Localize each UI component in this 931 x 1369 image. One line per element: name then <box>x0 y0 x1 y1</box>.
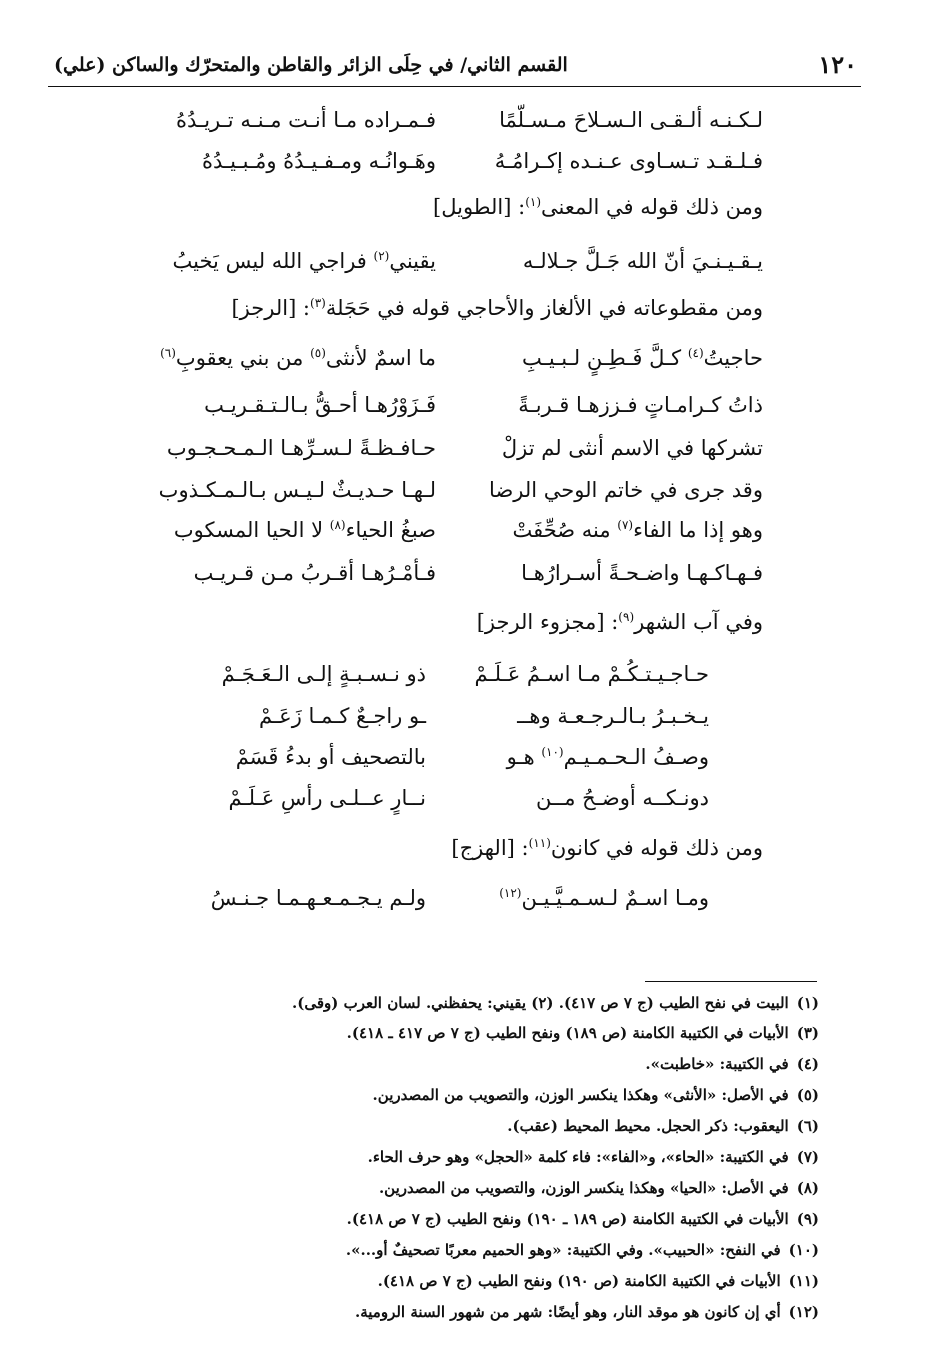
verse-1-right: لـكـنـه ألـقـى الـسـلاحَ مـسـلّمًا <box>499 108 763 132</box>
footnote-number: (٤) <box>796 1055 819 1073</box>
running-title: القسم الثاني/ في حِلَى الزائر والقاطن والمتحرّك والساكن (علي) <box>54 54 568 76</box>
footnote-number: (١٢) <box>788 1303 819 1321</box>
verse-text: وصـفُ الـحـمـيـم <box>563 745 709 769</box>
footnote-5 <box>373 1086 819 1104</box>
intro-text: ومن ذلك قوله في المعنى <box>541 195 763 219</box>
footnote-text: اليعقوب: ذكر الحجل. محيط المحيط (عقب). <box>507 1117 789 1135</box>
verse-text: هـو <box>506 745 542 769</box>
note-ref: (٤) <box>687 346 704 360</box>
verse-9-left: فـأمْـرُهـا أقـربُ مـن قـريـب <box>193 561 436 585</box>
intro-text: ومن مقطوعاته في الألغاز والأحاجي قوله في حَجَلة <box>325 296 763 320</box>
footnote-text: في الكتيبة: «خاطبت». <box>645 1055 789 1073</box>
verse-12-right <box>507 745 709 769</box>
verse-8-left <box>174 518 436 542</box>
note-ref: (٩) <box>618 610 635 624</box>
footnote-12 <box>355 1303 819 1321</box>
verse-9-right: فـهـاكـهـا واضـحـةً أسـرارُهـا <box>521 561 763 585</box>
note-ref: (١٠) <box>541 745 564 759</box>
verse-text: ما اسمٌ لأنثى <box>325 346 436 370</box>
meter-label: : [الطويل] <box>433 195 526 219</box>
verse-text: من بني يعقوبِ <box>175 346 311 370</box>
footnote-number: (١١) <box>788 1272 819 1290</box>
footnote-text: في النفح: «الحبيب». وفي الكتيبة: «وهو الحميم معربًا تصحيفٌ أو...». <box>345 1241 781 1259</box>
footnote-text: في الأصل: «الأنثى» وهكذا ينكسر الوزن، والتصويب من المصدرين. <box>372 1086 789 1104</box>
verse-text: وهو إذا ما الفاء <box>633 518 763 542</box>
footnote-text: الأبيات في الكتيبة الكامنة (ص ١٩٠) ونفح الطيب (ج ٧ ص ٤١٨). <box>377 1272 781 1290</box>
verse-10-right: حـاجـيـتـكُـمْ مـا اسـمُ عَـلَـمْ <box>474 662 709 686</box>
verse-5-right: ذاتُ كـرامـاتٍ فـززهـا قـربـةً <box>518 393 763 417</box>
meter-label: : [الهزج] <box>451 836 529 860</box>
note-ref: (١١) <box>528 836 551 850</box>
verse-8-right <box>512 518 763 542</box>
footnote-text: الأبيات في الكتيبة الكامنة (ص ١٨٩ ـ ١٩٠) ونفح الطيب (ج ٧ ص ٤١٨). <box>346 1210 789 1228</box>
verse-3-left <box>173 249 436 273</box>
verse-13-right: دونـكــه أوضـحُ مــن <box>535 786 709 810</box>
footnote-7 <box>368 1148 819 1166</box>
verse-4-left <box>160 346 436 370</box>
intro-line-2 <box>231 296 763 320</box>
verse-text: يقيني <box>389 249 436 273</box>
verse-2-right: فـلـقـد تـسـاوى عـنـده إكـرامُـهُ <box>494 149 763 173</box>
meter-label: : [مجزوء الرجز] <box>476 610 619 634</box>
footnote-number: (٩) <box>796 1210 819 1228</box>
footnote-10 <box>346 1241 819 1259</box>
verse-12-left: بالتصحيف أو بدءُ قَسَمْ <box>235 745 426 769</box>
verse-text: صبغُ الحياء <box>345 518 436 542</box>
page-header <box>48 46 861 87</box>
verse-text: كـلَّ فَـطِـنٍ لـبـيـبِ <box>522 346 688 370</box>
footnote-number: (٦) <box>796 1117 819 1135</box>
verse-13-left: نــارٍ عــلـى رأسِ عَـلَـمْ <box>228 786 426 810</box>
verse-5-left: فَـزَوْرُهـا أحـقُّ بـالـتـقـريـب <box>204 393 436 417</box>
footnote-1 <box>292 994 819 1012</box>
footnote-11 <box>378 1272 819 1290</box>
verse-1-left: فـمـراده مـا أنـت مـنـه تـريـدُهُ <box>176 108 436 132</box>
note-ref: (١٢) <box>499 886 522 900</box>
verse-7-right: وقد جرى في خاتم الوحي الرضا <box>489 478 763 502</box>
note-ref: (٢) <box>373 249 390 263</box>
footnote-number: (٣) <box>796 1024 819 1042</box>
footnote-text: البيت في نفح الطيب (ج ٧ ص ٤١٧). (٢) يقيني: يحفظني. لسان العرب (وقى). <box>292 994 789 1012</box>
intro-line-4 <box>451 836 763 860</box>
note-ref: (١) <box>525 195 542 209</box>
verse-text: لا الحيا المسكوب <box>173 518 330 542</box>
verse-14-right <box>499 886 709 910</box>
meter-label: : [الرجز] <box>231 296 311 320</box>
footnote-text: أي إن كانون هو موقد النار، وهو أيضًا: شهر من شهور السنة الرومية. <box>355 1303 781 1321</box>
footnote-text: في الأصل: «الحيا» وهكذا ينكسر الوزن، والتصويب من المصدرين. <box>378 1179 789 1197</box>
footnote-number: (٨) <box>796 1179 819 1197</box>
footnote-text: في الكتيبة: «الحاء»، و«الفاء»: فاء كلمة «الحجل» وهو حرف الحاء. <box>367 1148 789 1166</box>
footnote-9 <box>347 1210 819 1228</box>
footnote-4 <box>645 1055 819 1073</box>
verse-4-right <box>522 346 763 370</box>
footnote-3 <box>347 1024 819 1042</box>
verse-2-left: وهَـوانُـه ومـفـيـدُهُ ومُـبـيـدُهُ <box>201 149 436 173</box>
note-ref: (٧) <box>617 518 634 532</box>
verse-text: حاجيتُ <box>703 346 763 370</box>
verse-11-right: يـخـبـرُ بـالـرجـعـة وهــ <box>517 704 709 728</box>
footnote-number: (٧) <box>796 1148 819 1166</box>
note-ref: (٨) <box>329 518 346 532</box>
footnote-separator <box>645 981 817 982</box>
footnote-number: (١) <box>796 994 819 1012</box>
verse-11-left: ـو راجـعٌ كـمـا زَعَـمْ <box>259 704 426 728</box>
intro-line-3 <box>477 610 763 634</box>
footnote-6 <box>507 1117 819 1135</box>
verse-text: ومـا اسـمٌ لـسـمـيَّـيـن <box>521 886 709 910</box>
verse-10-left: ذو نـسـبـةٍ إلـى الـعَـجَـمْ <box>221 662 426 686</box>
footnote-text: الأبيات في الكتيبة الكامنة (ص ١٨٩) ونفح الطيب (ج ٧ ص ٤١٧ ـ ٤١٨). <box>346 1024 789 1042</box>
note-ref: (٣) <box>310 296 326 310</box>
intro-line-1 <box>433 195 763 219</box>
footnote-8 <box>379 1179 819 1197</box>
intro-text: وفي آب الشهر <box>634 610 763 634</box>
verse-3-right: يـقـيـنـيَ أنّ الله جَـلَّ جـلالـه <box>522 249 763 273</box>
footnote-number: (٥) <box>796 1086 819 1104</box>
verse-text: منه صُحِّفَتْ <box>512 518 618 542</box>
verse-14-left: ولـم يـجـمـعـهـمـا جـنـسُ <box>210 886 426 910</box>
verse-6-right: تشركها في الاسم أنثى لم تزلْ <box>501 436 763 460</box>
footnote-number: (١٠) <box>788 1241 819 1259</box>
verse-text: فراجي الله ليس يَخيبُ <box>172 249 374 273</box>
note-ref: (٥) <box>310 346 326 360</box>
intro-text: ومن ذلك قوله في كانون <box>550 836 763 860</box>
verse-7-left: لـهـا حـديـثٌ لـيـس بـالـمـكـذوب <box>158 478 436 502</box>
note-ref: (٦) <box>160 346 176 360</box>
page-number: ١٢٠ <box>818 50 857 79</box>
verse-6-left: حـافـظـةً لـسـرِّهـا الـمـحـجـوب <box>166 436 436 460</box>
